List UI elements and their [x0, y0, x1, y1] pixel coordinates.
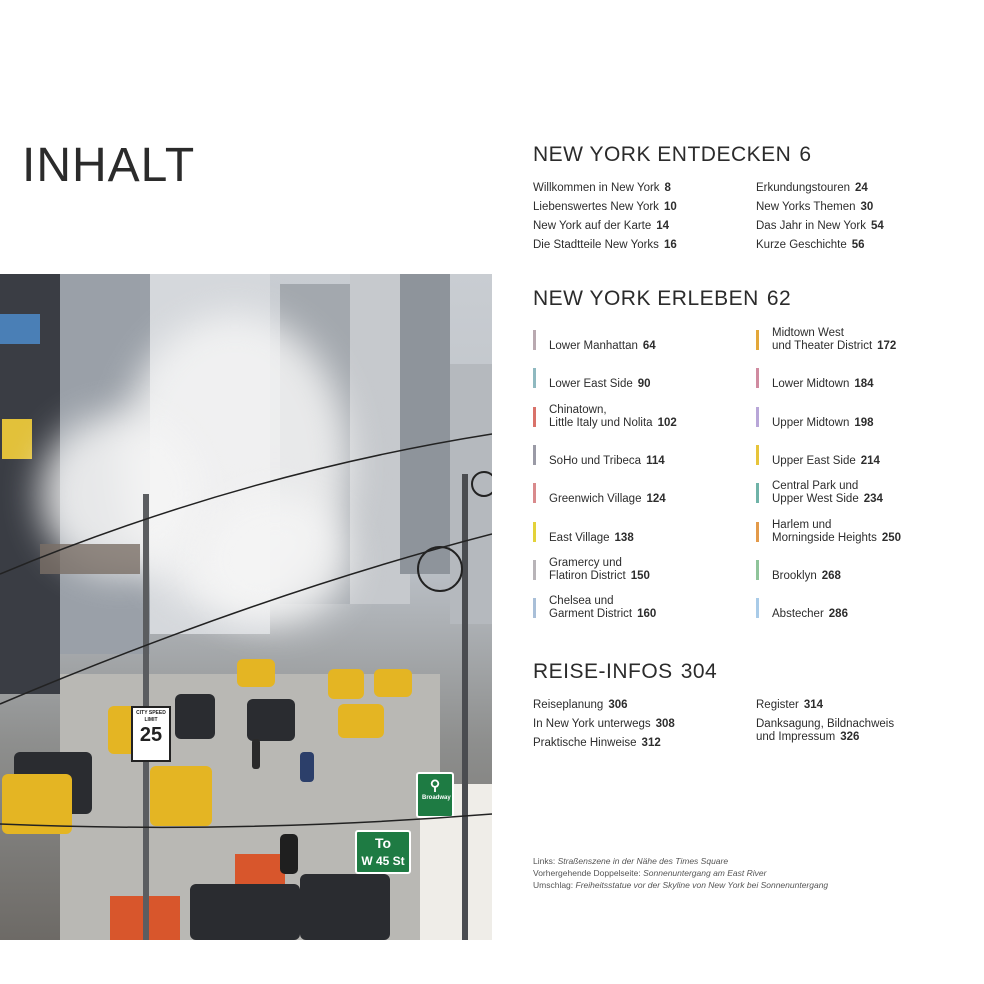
chapter-color-bar — [533, 445, 536, 465]
chapter-label-line1 — [772, 557, 841, 570]
chapter-entry[interactable] — [549, 519, 634, 545]
chapter-label-line2: Greenwich Village — [549, 493, 642, 505]
chapter-label-line2: Lower Manhattan — [549, 340, 638, 352]
chapter-label-line2: Brooklyn — [772, 570, 817, 582]
chapter-entry[interactable] — [772, 365, 874, 391]
toc-entry[interactable] — [756, 201, 873, 214]
chapter-label-line2: Lower Midtown — [772, 378, 850, 390]
chapter-label-line2: Little Italy und Nolita — [549, 417, 653, 429]
chapter-page: 64 — [642, 340, 656, 352]
entry-page: 306 — [608, 699, 628, 711]
chapter-entry[interactable] — [772, 557, 841, 583]
page-title: INHALT — [22, 139, 196, 192]
chapter-color-bar — [756, 598, 759, 618]
entry-label-line1: Danksagung, Bildnachweis — [756, 718, 895, 730]
chapter-page: 90 — [637, 378, 651, 390]
section-title: NEW YORK ENTDECKEN — [533, 143, 792, 166]
chapter-label-line2: SoHo und Tribeca — [549, 455, 642, 467]
chapter-label-line2: Morningside Heights — [772, 532, 877, 544]
entry-page: 312 — [641, 737, 661, 749]
chapter-page: 172 — [877, 340, 897, 352]
bike-route-label: Broadway — [422, 795, 451, 801]
chapter-entry[interactable] — [772, 595, 848, 621]
chapter-color-bar — [756, 560, 759, 580]
chapter-label-line2: Upper East Side — [772, 455, 856, 467]
chapter-entry[interactable] — [549, 327, 656, 353]
entry-page: 8 — [664, 182, 671, 194]
toc-entry[interactable] — [533, 737, 661, 750]
caption-label: Links: — [533, 856, 556, 866]
entry-label: New Yorks Themen — [756, 201, 856, 213]
entry-label: Kurze Geschichte — [756, 239, 847, 251]
chapter-label-line2: Abstecher — [772, 608, 824, 620]
chapter-color-bar — [533, 483, 536, 503]
chapter-entry[interactable] — [549, 404, 677, 430]
chapter-page: 286 — [828, 608, 848, 620]
entry-label: Willkommen in New York — [533, 182, 660, 194]
chapter-label-line1: Chelsea und — [549, 595, 614, 607]
chapter-entry[interactable] — [549, 595, 656, 621]
toc-entry[interactable] — [756, 699, 823, 712]
caption-label: Vorhergehende Doppelseite: — [533, 868, 641, 878]
chapter-label-line1 — [772, 442, 880, 455]
speed-limit-value: 25 — [139, 724, 163, 746]
chapter-label-line2: Garment District — [549, 608, 633, 620]
chapter-label-line1: Chinatown, — [549, 404, 607, 416]
chapter-label-line1 — [772, 404, 874, 417]
entry-label: Das Jahr in New York — [756, 220, 866, 232]
chapter-color-bar — [756, 483, 759, 503]
chapter-entry[interactable] — [772, 404, 874, 430]
chapter-page: 138 — [614, 532, 634, 544]
toc-entry[interactable] — [533, 239, 677, 252]
chapter-color-bar — [533, 407, 536, 427]
toc-entry[interactable] — [756, 182, 868, 195]
section-heading-experience — [533, 287, 791, 311]
entry-page: 308 — [655, 718, 675, 730]
toc-entry[interactable] — [533, 718, 675, 731]
toc-entry[interactable] — [756, 718, 894, 744]
section-heading-travel — [533, 660, 717, 684]
section-title: NEW YORK ERLEBEN — [533, 287, 759, 310]
toc-entry[interactable] — [533, 182, 671, 195]
chapter-color-bar — [533, 330, 536, 350]
caption-text: Straßenszene in der Nähe des Times Square — [557, 856, 729, 866]
chapter-label-line1: Gramercy und — [549, 557, 622, 569]
chapter-label-line1 — [772, 365, 874, 378]
photo-caption — [533, 855, 728, 867]
street-sign-line1: To — [374, 835, 392, 851]
chapter-label-line2: Upper Midtown — [772, 417, 850, 429]
chapter-label-line1 — [549, 480, 666, 493]
chapter-label-line1 — [549, 327, 656, 340]
entry-page: 314 — [803, 699, 824, 711]
chapter-color-bar — [756, 330, 759, 350]
entry-label: Register — [756, 699, 799, 711]
toc-entry[interactable] — [533, 699, 628, 712]
entry-label: Praktische Hinweise — [533, 737, 637, 749]
street-scene-photo — [0, 274, 492, 940]
chapter-entry[interactable] — [772, 327, 896, 353]
entry-page: 14 — [656, 220, 670, 232]
chapter-color-bar — [533, 598, 536, 618]
chapter-label-line1: Harlem und — [772, 519, 832, 531]
chapter-label-line1: Central Park und — [772, 480, 859, 492]
section-heading-discover — [533, 143, 812, 167]
entry-label: Reiseplanung — [533, 699, 604, 711]
chapter-label-line1 — [549, 365, 651, 378]
photo-caption — [533, 879, 828, 891]
chapter-label-line2: Flatiron District — [549, 570, 626, 582]
chapter-color-bar — [533, 522, 536, 542]
chapter-page: 184 — [854, 378, 874, 390]
caption-text: Freiheitsstatue vor der Skyline von New York bei Sonnenuntergang — [575, 880, 829, 890]
entry-label: New York auf der Karte — [533, 220, 652, 232]
chapter-color-bar — [533, 368, 536, 388]
entry-label-line2: und Impressum — [756, 731, 836, 743]
chapter-page: 214 — [860, 455, 880, 467]
chapter-color-bar — [756, 407, 759, 427]
section-page: 6 — [799, 143, 812, 166]
chapter-entry[interactable] — [549, 442, 665, 468]
toc-entry[interactable] — [533, 201, 677, 214]
entry-page: 326 — [840, 731, 860, 743]
entry-page: 30 — [860, 201, 874, 213]
chapter-page: 150 — [630, 570, 650, 582]
chapter-label-line2: Lower East Side — [549, 378, 633, 390]
chapter-entry[interactable] — [772, 480, 883, 506]
chapter-color-bar — [756, 522, 759, 542]
caption-label: Umschlag: — [533, 880, 574, 890]
chapter-label-line1 — [549, 442, 665, 455]
entry-page: 16 — [663, 239, 677, 251]
chapter-label-line1: Midtown West — [772, 327, 845, 339]
entry-page: 54 — [870, 220, 884, 232]
chapter-page: 250 — [881, 532, 902, 544]
chapter-color-bar — [756, 445, 759, 465]
bicycle-icon: ⚲ — [429, 777, 441, 793]
chapter-page: 102 — [657, 417, 677, 429]
chapter-entry[interactable] — [549, 557, 650, 583]
toc-entry[interactable] — [756, 239, 865, 252]
chapter-label-line2: und Theater District — [772, 340, 873, 352]
entry-label: Die Stadtteile New Yorks — [533, 239, 659, 251]
section-title: REISE-INFOS — [533, 660, 673, 683]
street-sign-line2: W 45 St — [361, 854, 405, 868]
chapter-label-line1 — [549, 519, 634, 532]
chapter-entry[interactable] — [549, 480, 666, 506]
entry-page: 24 — [854, 182, 868, 194]
chapter-page: 114 — [646, 455, 665, 467]
chapter-entry[interactable] — [549, 365, 651, 391]
chapter-page: 234 — [863, 493, 883, 505]
entry-page: 56 — [851, 239, 865, 251]
entry-label: In New York unterwegs — [533, 718, 651, 730]
toc-entry[interactable] — [756, 220, 884, 233]
entry-page: 10 — [663, 201, 677, 213]
caption-text: Sonnenuntergang am East River — [643, 868, 767, 878]
chapter-page: 160 — [637, 608, 657, 620]
chapter-color-bar — [756, 368, 759, 388]
entry-label: Erkundungstouren — [756, 182, 850, 194]
chapter-color-bar — [533, 560, 536, 580]
chapter-entry[interactable] — [772, 442, 880, 468]
section-page: 304 — [680, 660, 718, 683]
section-page: 62 — [766, 287, 792, 310]
chapter-page: 124 — [646, 493, 666, 505]
toc-entry[interactable] — [533, 220, 669, 233]
chapter-page: 198 — [854, 417, 874, 429]
speed-limit-caption: CITY SPEED LIMIT — [136, 710, 166, 723]
chapter-entry[interactable] — [772, 519, 901, 545]
entry-label: Liebenswertes New York — [533, 201, 659, 213]
chapter-label-line2: East Village — [549, 532, 610, 544]
chapter-label-line1 — [772, 595, 848, 608]
photo-caption — [533, 867, 766, 879]
chapter-page: 268 — [821, 570, 841, 582]
chapter-label-line2: Upper West Side — [772, 493, 859, 505]
